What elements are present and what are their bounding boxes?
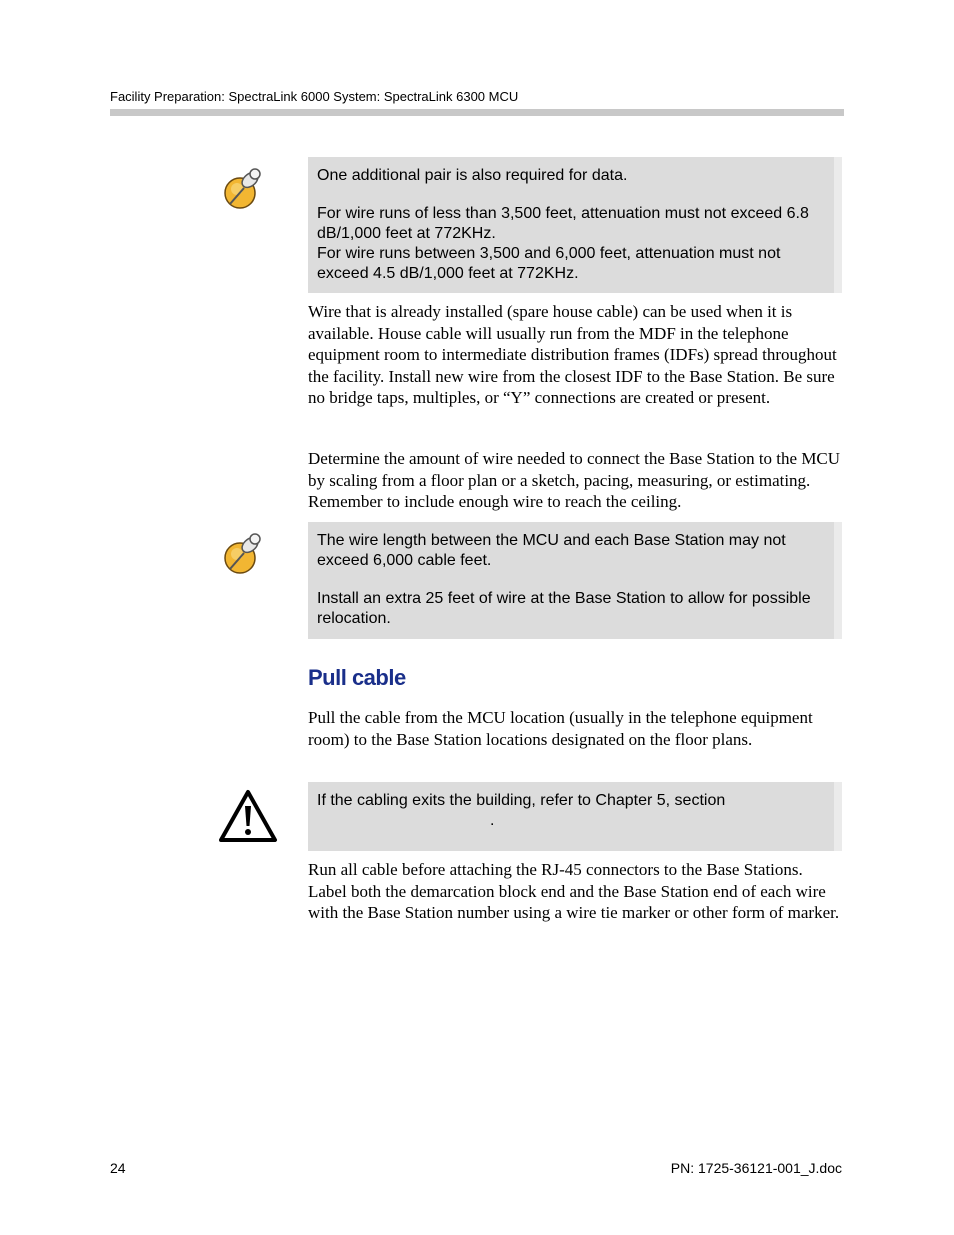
page-number: 24 <box>110 1160 126 1176</box>
note-box-1 <box>308 157 842 293</box>
warning-text: . <box>490 812 495 829</box>
warning-triangle-icon <box>218 788 278 849</box>
note-text: For wire runs of less than 3,500 feet, attenuation must not exceed 6.8 dB/1,000 feet at 772KHz. <box>317 205 809 242</box>
section-heading: Pull cable <box>308 665 406 690</box>
note-pushpin-icon <box>220 531 266 582</box>
header-divider <box>110 109 844 116</box>
running-header: Facility Preparation: SpectraLink 6000 System: SpectraLink 6300 MCU <box>110 89 519 104</box>
warning-text: If the cabling exits the building, refer to Chapter 5, section <box>317 792 726 809</box>
body-paragraph: Pull the cable from the MCU location (usually in the telephone equipment room) to the Base Station locations designated on the floor plans. <box>308 708 813 749</box>
note-pushpin-icon <box>220 166 266 217</box>
body-paragraph: Wire that is already installed (spare house cable) can be used when it is available. House cable will usually run from the MDF in the telephone equipment room to intermediate distribution frames (IDFs) spread throughout the facility. Install new wire from the closest IDF to the Base Station. Be sure no bridge taps, multiples, or “Y” connections are created or present. <box>308 302 837 408</box>
note-text: For wire runs between 3,500 and 6,000 feet, attenuation must not exceed 4.5 dB/1,000 feet at 772KHz. <box>317 245 781 282</box>
note-text: The wire length between the MCU and each Base Station may not exceed 6,000 cable feet. <box>317 532 786 569</box>
document-part-number: PN: 1725-36121-001_J.doc <box>670 1160 842 1176</box>
note-text: One additional pair is also required for data. <box>317 167 628 184</box>
warning-box <box>308 782 842 851</box>
body-paragraph: Run all cable before attaching the RJ-45 connectors to the Base Stations. Label both the demarcation block end and the Base Station end of each wire with the Base Station number using a wire tie marker or other form of marker. <box>308 860 840 923</box>
note-box-2 <box>308 522 842 639</box>
note-text: Install an extra 25 feet of wire at the Base Station to allow for possible relocation. <box>317 590 811 627</box>
body-paragraph: Determine the amount of wire needed to connect the Base Station to the MCU by scaling from a floor plan or a sketch, pacing, measuring, or estimating. Remember to include enough wire to reach the ceiling. <box>308 449 841 512</box>
